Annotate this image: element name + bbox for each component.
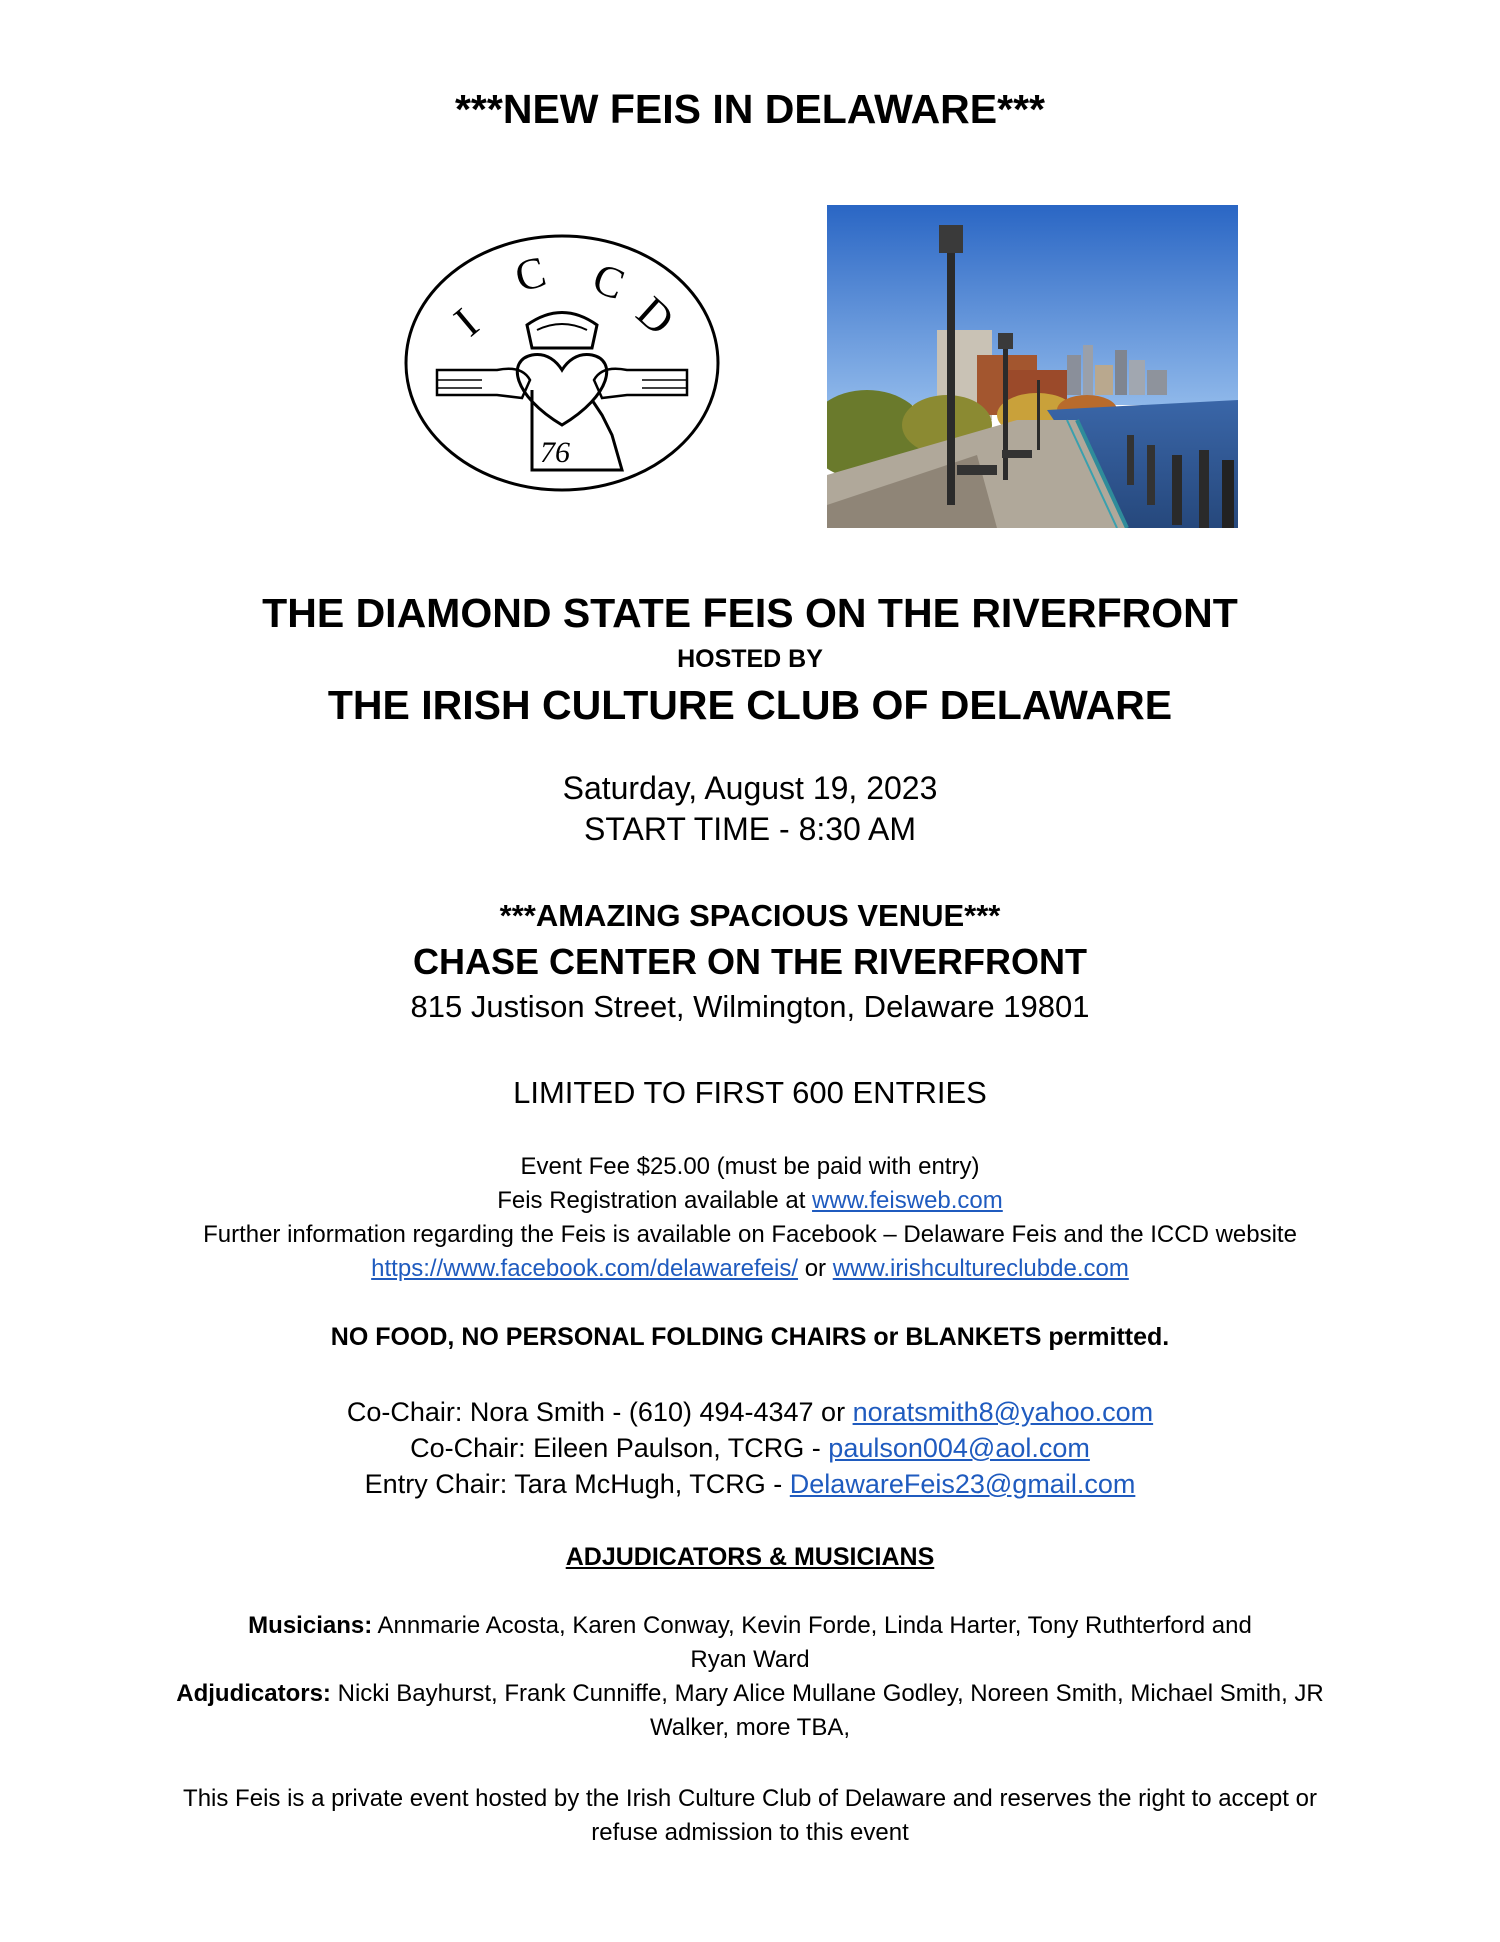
musicians-line [0, 1612, 1500, 1640]
adjudicators-names: Nicki Bayhurst, Frank Cunniffe, Mary Alice Mullane Godley, Noreen Smith, Michael Smith, JR [330, 1680, 1324, 1707]
entries-limit: LIMITED TO FIRST 600 ENTRIES [513, 1075, 987, 1110]
event-title: THE DIAMOND STATE FEIS ON THE RIVERFRONT [262, 590, 1238, 636]
event-start-time: START TIME - 8:30 AM [584, 811, 916, 847]
adjudicators-line [0, 1680, 1500, 1708]
musicians-line-2: Ryan Ward [690, 1646, 810, 1673]
feisweb-link[interactable]: www.feisweb.com [812, 1187, 1003, 1214]
contact-row [0, 1433, 1500, 1464]
links-line [0, 1255, 1500, 1283]
host-name: THE IRISH CULTURE CLUB OF DELAWARE [327, 682, 1173, 728]
adjudicators-label: Adjudicators: [176, 1680, 331, 1707]
contact-label: Co-Chair: Nora Smith - (610) 494-4347 or [346, 1397, 853, 1427]
or-text: or [798, 1255, 833, 1282]
venue-address: 815 Justison Street, Wilmington, Delaware 19801 [410, 989, 1090, 1024]
page-title: ***NEW FEIS IN DELAWARE*** [454, 86, 1046, 132]
logo-letter-c2: C [586, 253, 631, 310]
iccd-logo [402, 230, 722, 496]
contact-row [0, 1469, 1500, 1500]
riverfront-photo [827, 205, 1238, 528]
musicians-names: Annmarie Acosta, Karen Conway, Kevin Forde, Linda Harter, Tony Ruthterford and [372, 1612, 1252, 1639]
hosted-by-label: HOSTED BY [677, 645, 823, 673]
facebook-link[interactable]: https://www.facebook.com/delawarefeis/ [371, 1255, 799, 1282]
contact-label: Entry Chair: Tara McHugh, TCRG - [364, 1469, 790, 1499]
event-date: Saturday, August 19, 2023 [562, 770, 938, 806]
staff-heading: ADJUDICATORS & MUSICIANS [565, 1543, 935, 1571]
logo-letter-c1: C [509, 246, 551, 302]
logo-letter-i: I [444, 298, 488, 346]
contact-label: Co-Chair: Eileen Paulson, TCRG - [410, 1433, 829, 1463]
contact-email-link[interactable]: noratsmith8@yahoo.com [852, 1397, 1154, 1427]
musicians-label: Musicians: [248, 1612, 373, 1639]
contact-email-link[interactable]: DelawareFeis23@gmail.com [789, 1469, 1136, 1499]
contact-email-link[interactable]: paulson004@aol.com [828, 1433, 1090, 1463]
further-info: Further information regarding the Feis is available on Facebook – Delaware Feis and the ICCD website [203, 1221, 1297, 1248]
logo-number: 76 [540, 436, 570, 469]
disclaimer-line-1: This Feis is a private event hosted by the Irish Culture Club of Delaware and reserves the right to accept or [183, 1785, 1317, 1812]
venue-name: CHASE CENTER ON THE RIVERFRONT [412, 941, 1088, 982]
event-fee: Event Fee $25.00 (must be paid with entry) [520, 1153, 980, 1180]
contact-row [0, 1397, 1500, 1428]
disclaimer-line-2: refuse admission to this event [591, 1819, 909, 1846]
registration-prefix: Feis Registration available at [497, 1187, 813, 1214]
adjudicators-line-2: Walker, more TBA, [649, 1714, 851, 1741]
registration-line [0, 1187, 1500, 1215]
website-link[interactable]: www.irishcultureclubde.com [832, 1255, 1129, 1282]
no-food-notice: NO FOOD, NO PERSONAL FOLDING CHAIRS or BLANKETS permitted. [330, 1323, 1170, 1351]
venue-tagline: ***AMAZING SPACIOUS VENUE*** [499, 898, 1001, 933]
logo-letter-d: D [627, 287, 684, 345]
